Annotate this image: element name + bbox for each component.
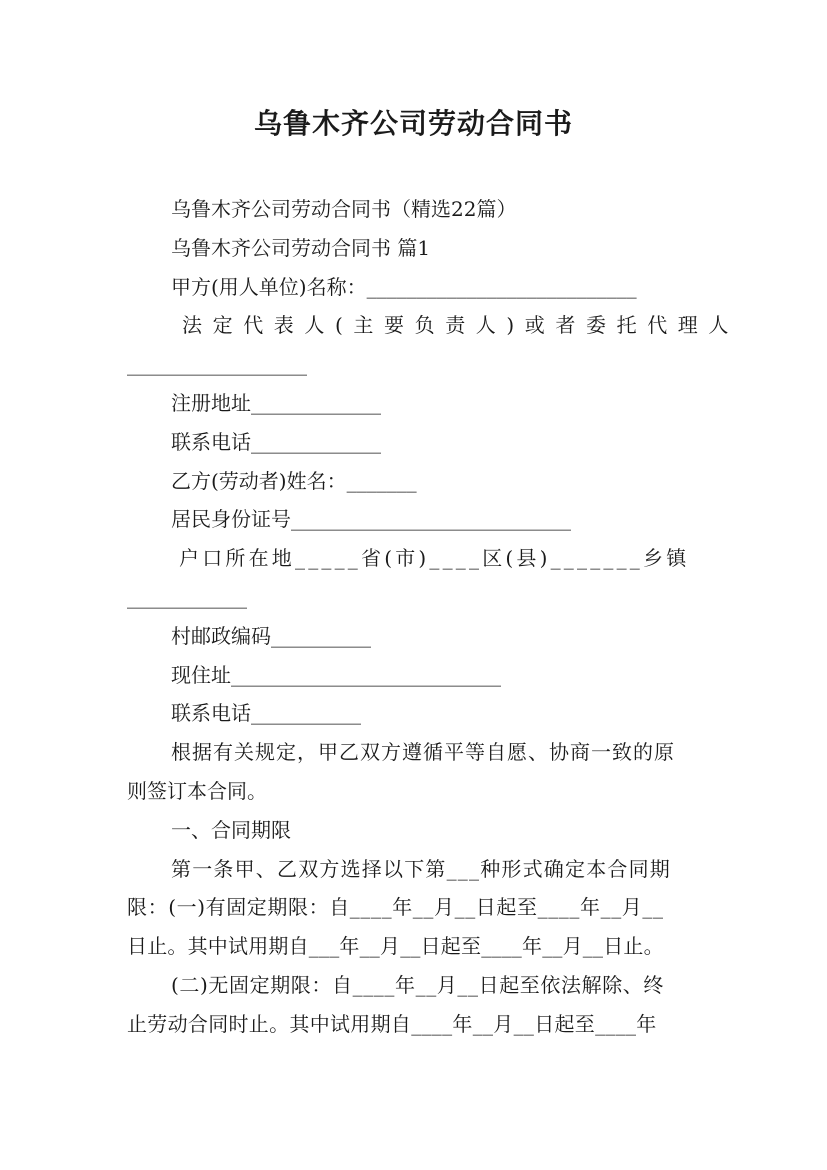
document-body: [127, 190, 740, 1044]
doc-line-contact-phone-b: 联系电话___________: [171, 701, 361, 726]
doc-line-legal-representative: [127, 306, 740, 345]
doc-line-open-term-cont: 止劳动合同时止。其中试用期自____年__月__日起至____年: [127, 1011, 657, 1036]
doc-line-household-registration-text: 户口所在地_____省(市)____区(县)_______乡镇: [179, 546, 690, 571]
doc-line-section-heading: 乌鲁木齐公司劳动合同书 篇1: [171, 235, 431, 260]
doc-line-principle-cont: 则签订本合同。: [127, 778, 267, 803]
doc-line-probation: 日止。其中试用期自___年__月__日起至____年__月__日止。: [127, 934, 664, 959]
doc-line-principle: 根据有关规定，甲乙双方遵循平等自愿、协商一致的原: [171, 740, 675, 765]
doc-line-open-term: (二)无固定期限：自____年__月__日起至依法解除、终: [171, 972, 665, 997]
doc-line-household-registration: [127, 539, 703, 578]
doc-line-household-blank: ____________: [127, 584, 247, 609]
doc-line-registered-address: 注册地址_____________: [171, 390, 381, 415]
document-title: 乌鲁木齐公司劳动合同书: [253, 107, 573, 140]
doc-line-article-one: 第一条甲、乙双方选择以下第___种形式确定本合同期: [171, 856, 671, 881]
doc-line-clause-heading: 一、合同期限: [171, 817, 291, 842]
doc-line-contact-phone-a: 联系电话_____________: [171, 429, 381, 454]
doc-line-postal-code: 村邮政编码__________: [171, 623, 371, 648]
doc-line-legal-representative-text: 法定代表人(主要负责人)或者委托代理人: [182, 313, 740, 338]
doc-line-current-address: 现住址___________________________: [171, 662, 501, 687]
doc-line-id-number: 居民身份证号____________________________: [171, 507, 571, 532]
doc-line-party-b-name: 乙方(劳动者)姓名：_______: [171, 468, 417, 493]
doc-line-legal-representative-blank: __________________: [127, 352, 307, 377]
doc-line-subtitle: 乌鲁木齐公司劳动合同书（精选22篇）: [171, 197, 517, 221]
doc-line-party-a-name: 甲方(用人单位)名称：___________________________: [171, 274, 637, 299]
doc-line-fixed-term: 限：(一)有固定期限：自____年__月__日起至____年__月__: [127, 895, 664, 920]
